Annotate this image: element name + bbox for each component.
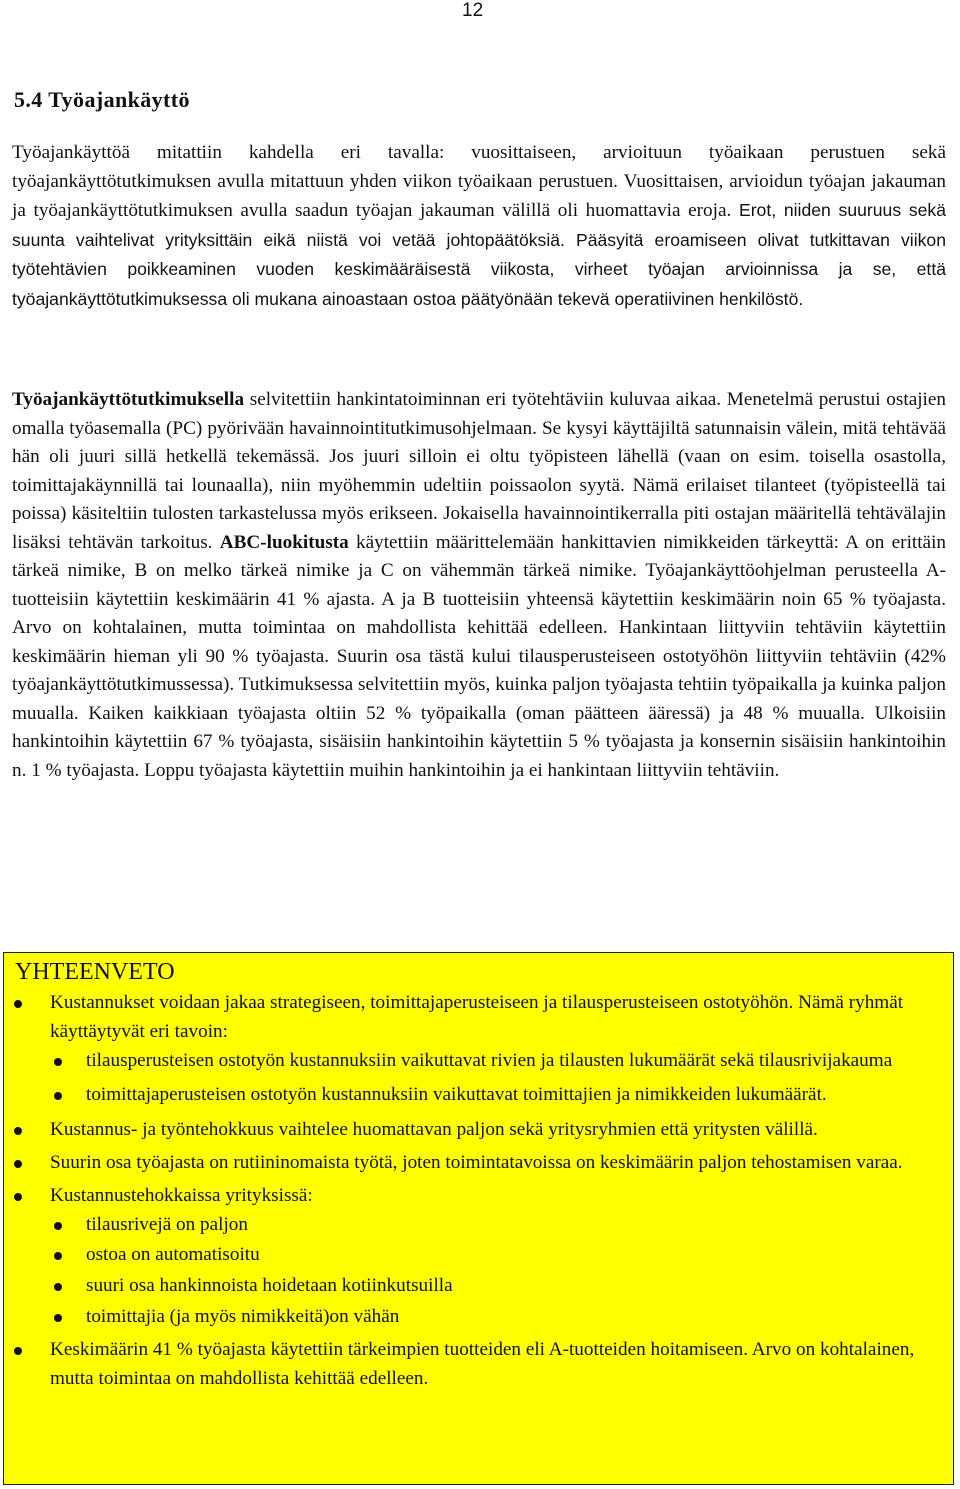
summary-subitem: [50, 1047, 944, 1076]
summary-item: [4, 1182, 944, 1332]
bullet-icon: [54, 1092, 62, 1100]
summary-subitem: [50, 1303, 944, 1332]
page-number: 12: [462, 0, 484, 21]
bullet-icon: [54, 1252, 62, 1260]
summary-item: [4, 1116, 944, 1145]
paragraph-1-serif-text: Työajankäyttöä mitattiin kahdella eri tavalla: vuosittaiseen, arvioituun työaikaan perustuen sekä työajankäyttötutkimuksen avulla mitattuun yhden viikon työaikaan perustuen. Vuosittaisen, arvioidun työajan jakauman ja työajankäyttötutkimuksen avulla saadun työajan jakauman välillä oli huomattavia eroja.: [12, 142, 946, 221]
paragraph-2: [12, 386, 946, 785]
summary-sublist: [50, 1047, 944, 1111]
section-heading: 5.4 Työajankäyttö: [14, 87, 190, 112]
summary-subitem-text: ostoa on automatisoitu: [86, 1244, 260, 1266]
bullet-icon: [54, 1283, 62, 1291]
summary-item: [4, 1336, 944, 1394]
summary-subitem-text: suuri osa hankinnoista hoidetaan kotiinkutsuilla: [86, 1275, 453, 1297]
summary-item-text: Suurin osa työajasta on rutiininomaista työtä, joten toimintatavoissa on keskimäärin paljon tehostamisen varaa.: [50, 1151, 903, 1173]
bullet-icon: [54, 1314, 62, 1322]
summary-subitem-text: toimittajia (ja myös nimikkeitä)on vähän: [86, 1305, 400, 1327]
summary-item-text: Keskimäärin 41 % työajasta käytettiin tärkeimpien tuotteiden eli A-tuotteiden hoitamiseen. Arvo on kohtalainen, mutta toimintaa on mahdollista kehittää edelleen.: [50, 1338, 915, 1389]
bullet-icon: [14, 1000, 22, 1008]
paragraph-1-sans-text: Erot, niiden suuruus sekä suunta vaihtelivat yrityksittäin eikä niistä voi vetää johtopäätöksiä. Pääsyitä eroamiseen olivat tutkittavan viikon työtehtävien poikkeaminen vuoden keskimääräisestä viikosta, virheet työajan arvioinnissa ja se, että työajankäyttötutkimuksessa oli mukana ainoastaan ostoa päätyönään tekevä operatiivinen henkilöstö.: [12, 200, 947, 309]
paragraph-2-text-a: selvitettiin hankintatoiminnan eri työtehtäviin kuluvaa aikaa. Menetelmä perustui ostajien omalla työasemalla (PC) pyörivään havainnointitutkimusohjelmaan. Se kysyi käyttäjiltä satunnaisin välein, mitä tehtävää hän oli juuri sillä hetkellä tekemässä. Jos juuri silloin ei oltu työpisteen lähellä (vaan on esim. toisella osastolla, toimittajakäynnillä tai lounaalla), niin myöhemmin udeltiin poissaolon syytä. Nämä erilaiset tilanteet (työpisteellä tai poissa) käsiteltiin tulosten tarkastelussa myös erikseen. Jokaisella havainnointikerralla piti ostajan määritellä tehtävälajin lisäksi tehtävän tarkoitus.: [12, 389, 946, 553]
summary-item: [4, 1149, 944, 1178]
summary-sublist: [50, 1211, 944, 1332]
summary-subitem: [50, 1241, 944, 1270]
paragraph-2-text-b: käytettiin määrittelemään hankittavien nimikkeiden tärkeyttä: A on erittäin tärkeä nimike, B on melko tärkeä nimike ja C on vähemmän tärkeä nimike. Työajankäyttöohjelman perusteella A-tuotteisiin käytettiin keskimäärin 41 % ajasta. A ja B tuotteisiin yhteensä käytettiin keskimäärin noin 65 % työajasta. Arvo on kohtalainen, mutta toimintaa on mahdollista kehittää edelleen. Hankintaan liittyviin tehtäviin käytettiin keskimäärin hieman yli 90 % työajasta. Suurin osa tästä kului tilausperusteiseen ostotyöhön liittyviin tehtäviin (42% työajankäyttötutkimussessa). Tutkimuksessa selvitettiin myös, kuinka paljon työajasta tehtiin työpaikalla ja kuinka paljon muualla. Kaiken kaikkiaan työajasta oltiin 52 % työpaikalla (oman päätteen ääressä) ja 48 % muualla. Ulkoisiin hankintoihin käytettiin 67 % työajasta, sisäisiin hankintoihin käytettiin 5 % työajasta ja konsernin sisäisiin hankintoihin n. 1 % työajasta. Loppu työajasta käytettiin muihin hankintoihin ja ei hankintaan liittyviin tehtäviin.: [12, 531, 946, 781]
summary-subitem: [50, 1211, 944, 1240]
bullet-icon: [14, 1160, 22, 1168]
summary-item-text: Kustannustehokkaissa yrityksissä:: [50, 1184, 313, 1206]
bullet-icon: [14, 1347, 22, 1355]
bullet-icon: [14, 1193, 22, 1201]
bullet-icon: [14, 1127, 22, 1135]
bullet-icon: [54, 1058, 62, 1066]
bullet-icon: [54, 1222, 62, 1230]
summary-subitem-text: tilausrivejä on paljon: [86, 1213, 248, 1235]
summary-subitem: [50, 1081, 944, 1110]
paragraph-2-bold-term: ABC-luokitusta: [219, 531, 349, 553]
paragraph-1: [12, 139, 946, 314]
summary-subitem-text: tilausperusteisen ostotyön kustannuksiin vaikuttavat rivien ja tilausten lukumäärät sekä tilausrivijakauma: [86, 1049, 893, 1071]
summary-title: YHTEENVETO: [15, 959, 175, 985]
summary-item-text: Kustannukset voidaan jakaa strategiseen, toimittajaperusteiseen ja tilausperusteiseen ostotyöhön. Nämä ryhmät käyttäytyvät eri tavoin:: [50, 992, 904, 1042]
summary-item: [4, 989, 944, 1110]
summary-box: [3, 952, 954, 1485]
summary-subitem: [50, 1272, 944, 1301]
summary-subitem-text: toimittajaperusteisen ostotyön kustannuksiin vaikuttavat toimittajien ja nimikkeiden lukumäärät.: [86, 1084, 827, 1106]
paragraph-2-bold-lead: Työajankäyttötutkimuksella: [12, 389, 245, 410]
summary-list: [4, 989, 944, 1397]
summary-item-text: Kustannus- ja työntehokkuus vaihtelee huomattavan paljon sekä yritysryhmien että yritysten välillä.: [50, 1119, 818, 1141]
